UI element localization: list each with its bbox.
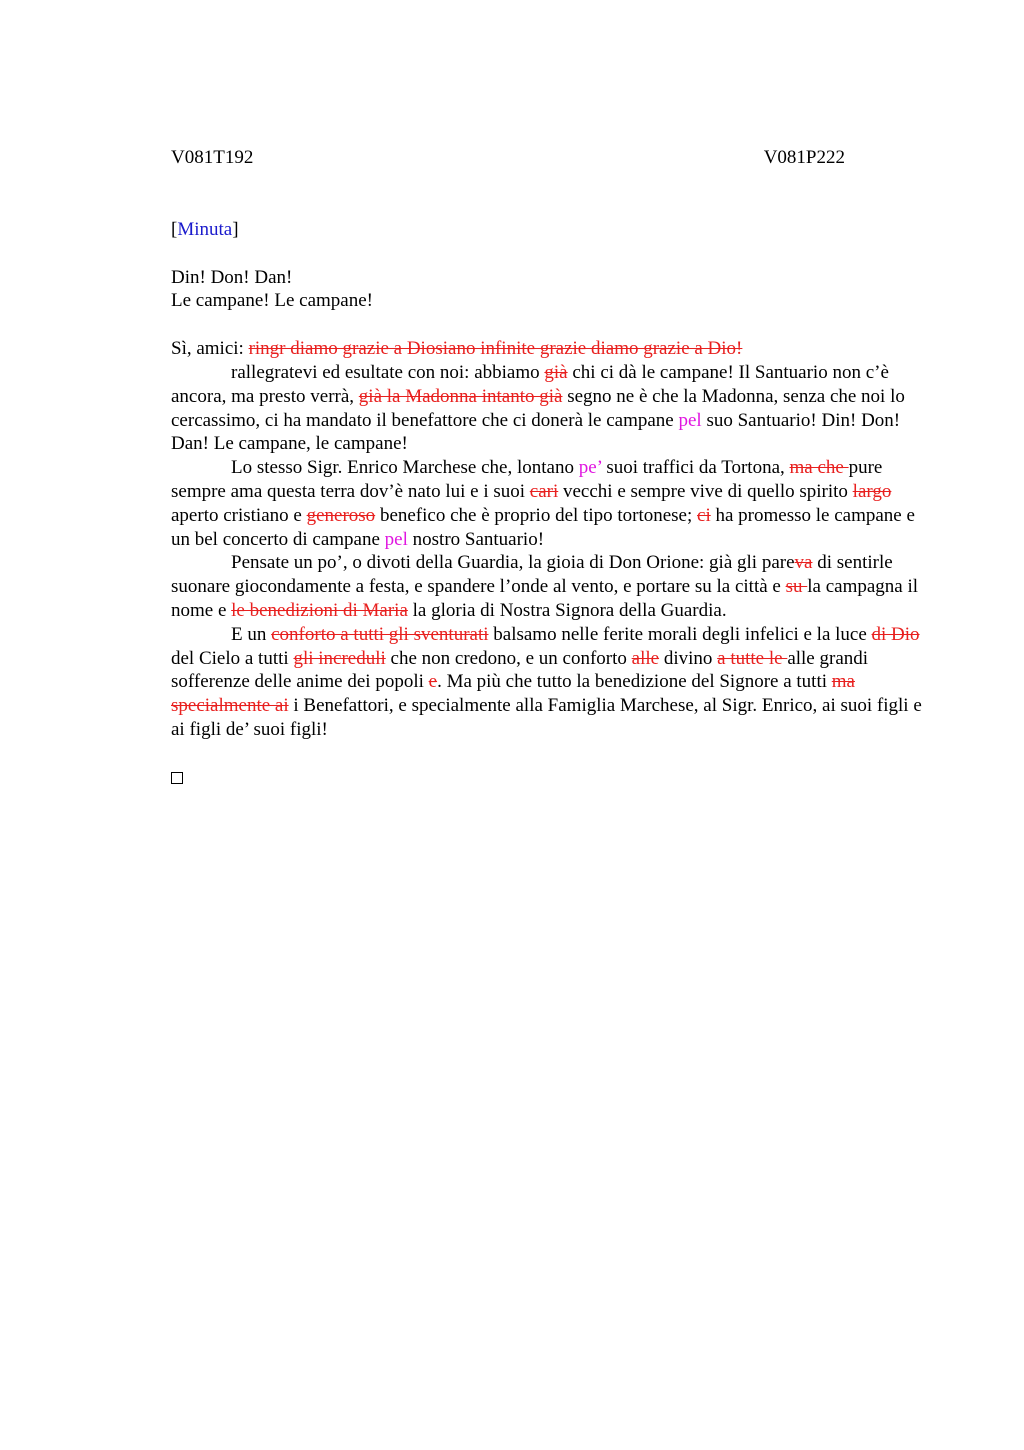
inserted-text: pel: [384, 528, 408, 550]
deleted-text: ma che: [789, 457, 849, 479]
deleted-text: a tutte le: [717, 647, 788, 669]
deleted-text: largo: [852, 480, 892, 502]
opening-line-2: Le campane! Le campane!: [171, 290, 374, 312]
deleted-text: già la Madonna intanto già: [358, 385, 563, 407]
deleted-text: ringr diamo grazie a Diosiano infinite grazie diamo grazie a Dio!: [248, 338, 743, 360]
inserted-text: pe’: [578, 457, 602, 479]
inserted-text: pel: [678, 409, 702, 431]
volume-code-right: V081P222: [763, 147, 845, 168]
deleted-text: va: [794, 552, 813, 574]
paragraph-3: Pensate un po’, o divoti della Guardia, la gioia di Don Orione: già gli pareva di sentirle suonare giocondamente a festa, e spandere l’onde al vento, e portare su la città e su la campagna il nome e le benedizioni di Maria la gloria di Nostra Signora della Guardia.: [171, 552, 919, 621]
deleted-text: di Dio: [871, 623, 920, 645]
paragraph-4: E un conforto a tutti gli sventurati balsamo nelle ferite morali degli infelici e la luce di Dio del Cielo a tutti gli increduli che non credono, e un conforto alle divino a tutte le alle grandi sofferenze delle anime dei popoli e. Ma più che tutto la benedizione del Signore a tutti ma specialmente ai i Benefattori, e specialmente alla Famiglia Marchese, al Sigr. Enrico, ai suoi figli e ai figli de’ suoi figli!: [171, 623, 922, 740]
deleted-text: cari: [529, 480, 559, 502]
deleted-text: conforto a tutti gli sventurati: [271, 623, 489, 645]
deleted-text: gli increduli: [293, 647, 386, 669]
document-header: [171, 146, 845, 170]
deleted-text: e: [428, 671, 438, 693]
paragraph-1: Sì, amici: ringr diamo grazie a Diosiano infinite grazie diamo grazie a Dio! rallegratevi ed esultate con noi: abbiamo già chi ci dà le campane! Il Santuario non c’è ancora, ma presto verrà, già la Madonna intanto già segno ne è che la Madonna, senza che noi lo cercassimo, ci ha mandato il benefattore che ci donerà le campane pel suo Santuario! Din! Don! Dan! Le campane, le campane!: [171, 338, 905, 455]
deleted-text: ci: [697, 504, 711, 526]
opening-line-1: Din! Don! Dan!: [171, 266, 293, 288]
deleted-text: alle: [631, 647, 660, 669]
end-marker-box: [171, 772, 183, 784]
deleted-text: già: [544, 361, 568, 383]
document-page: [171, 146, 926, 791]
volume-code-left: V081T192: [171, 147, 254, 168]
deleted-text: su: [785, 576, 808, 598]
deleted-text: le benedizioni di Maria: [231, 599, 408, 621]
deleted-text: generoso: [306, 504, 376, 526]
deleted-text: ma specialmente ai: [171, 671, 855, 717]
draft-label-text: Minuta: [177, 218, 233, 240]
paragraph-2: Lo stesso Sigr. Enrico Marchese che, lontano pe’ suoi traffici da Tortona, ma che pure sempre ama questa terra dov’è nato lui e i suoi cari vecchi e sempre vive di quello spirito largo aperto cristiano e generoso benefico che è proprio del tipo tortonese; ci ha promesso le campane e un bel concerto di campane pel nostro Santuario!: [171, 457, 915, 550]
draft-label: [Minuta]: [171, 218, 239, 240]
